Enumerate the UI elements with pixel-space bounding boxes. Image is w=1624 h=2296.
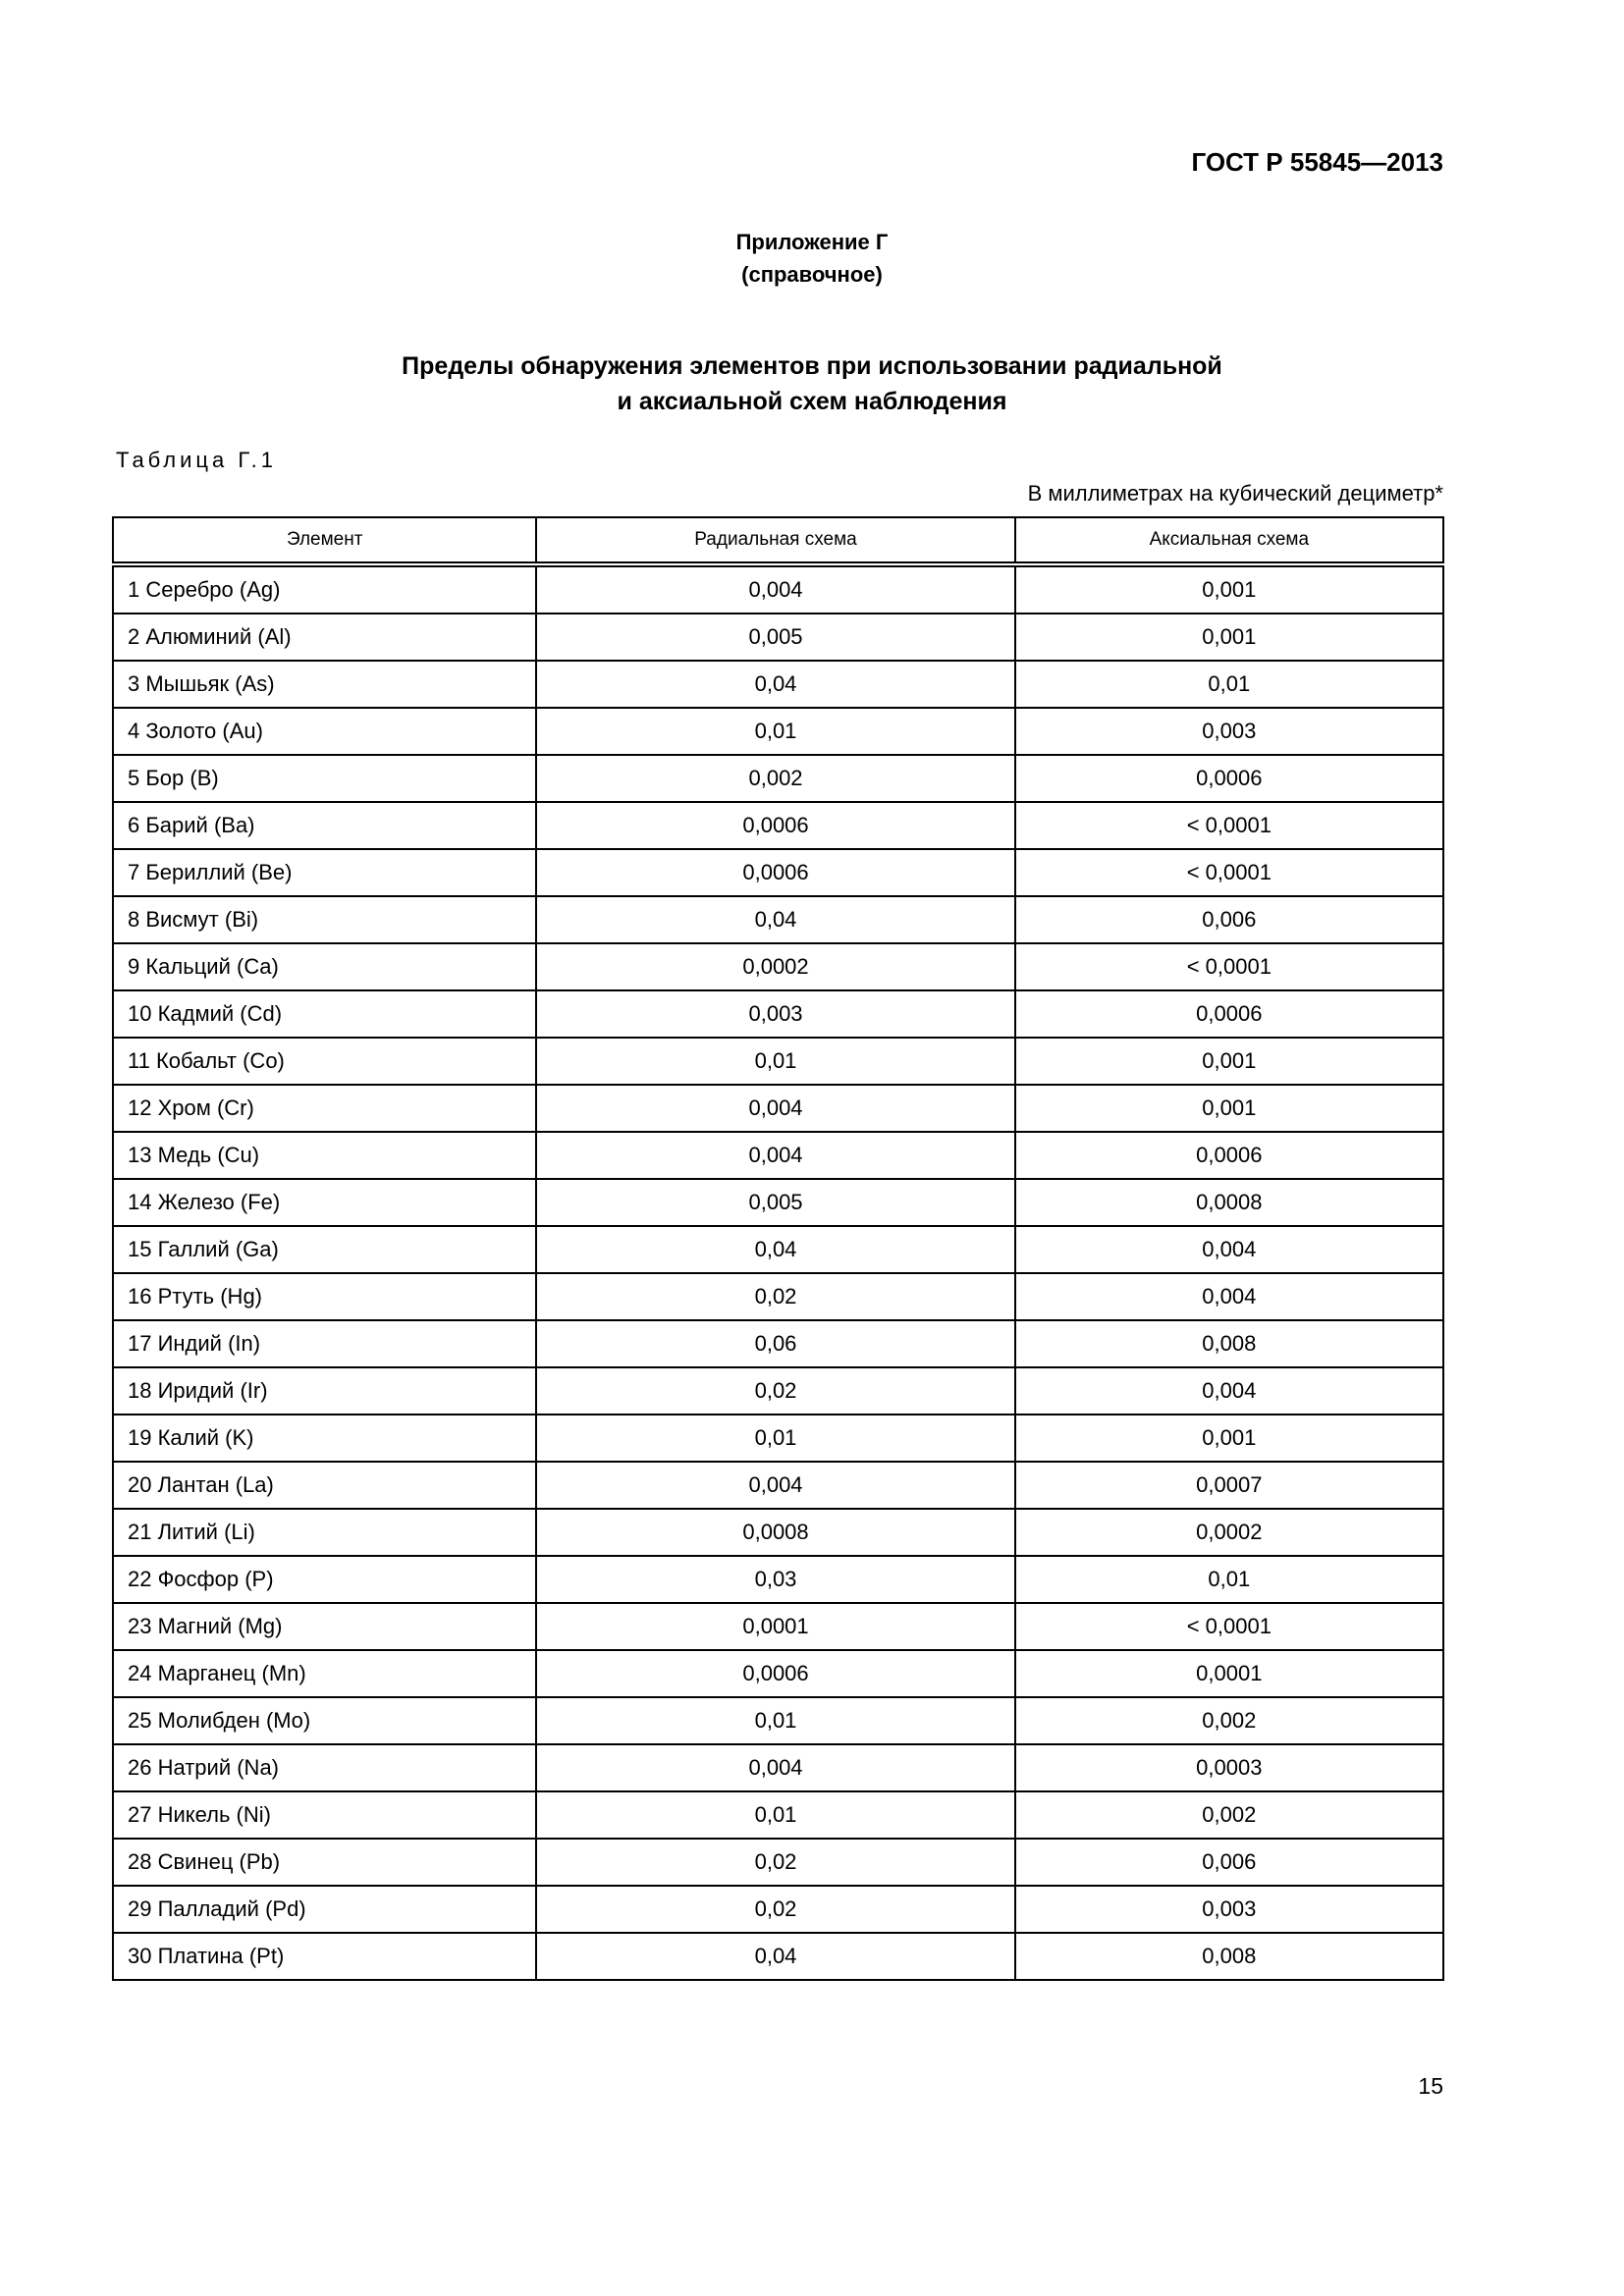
cell-element: 15 Галлий (Ga) xyxy=(113,1226,536,1273)
cell-radial: 0,06 xyxy=(536,1320,1014,1367)
column-header-radial: Радиальная схема xyxy=(536,517,1014,564)
column-header-element: Элемент xyxy=(113,517,536,564)
cell-element: 2 Алюминий (Al) xyxy=(113,614,536,661)
table-row xyxy=(113,849,1443,896)
table-row xyxy=(113,896,1443,943)
cell-radial: 0,0002 xyxy=(536,943,1014,990)
table-row xyxy=(113,1320,1443,1367)
column-header-axial: Аксиальная схема xyxy=(1015,517,1443,564)
table-row xyxy=(113,708,1443,755)
cell-axial: 0,0006 xyxy=(1015,1132,1443,1179)
table-label: Таблица Г.1 xyxy=(116,448,277,472)
cell-radial: 0,01 xyxy=(536,1415,1014,1462)
cell-element: 17 Индий (In) xyxy=(113,1320,536,1367)
cell-element: 22 Фосфор (P) xyxy=(113,1556,536,1603)
cell-element: 7 Бериллий (Be) xyxy=(113,849,536,896)
table-row xyxy=(113,943,1443,990)
table-row xyxy=(113,1933,1443,1980)
cell-element: 27 Никель (Ni) xyxy=(113,1791,536,1839)
cell-radial: 0,002 xyxy=(536,755,1014,802)
cell-radial: 0,02 xyxy=(536,1886,1014,1933)
cell-axial: 0,0008 xyxy=(1015,1179,1443,1226)
cell-axial: 0,006 xyxy=(1015,896,1443,943)
cell-axial: 0,003 xyxy=(1015,708,1443,755)
cell-element: 10 Кадмий (Cd) xyxy=(113,990,536,1038)
cell-radial: 0,005 xyxy=(536,614,1014,661)
cell-axial: 0,004 xyxy=(1015,1367,1443,1415)
cell-radial: 0,0006 xyxy=(536,802,1014,849)
cell-radial: 0,01 xyxy=(536,708,1014,755)
cell-axial: 0,004 xyxy=(1015,1226,1443,1273)
table-row xyxy=(113,1415,1443,1462)
cell-element: 23 Магний (Mg) xyxy=(113,1603,536,1650)
table-row xyxy=(113,1556,1443,1603)
cell-axial: 0,002 xyxy=(1015,1697,1443,1744)
table-row xyxy=(113,755,1443,802)
cell-axial: 0,008 xyxy=(1015,1933,1443,1980)
cell-axial: 0,002 xyxy=(1015,1791,1443,1839)
cell-radial: 0,01 xyxy=(536,1791,1014,1839)
table-units-note: В миллиметрах на кубический дециметр* xyxy=(1027,481,1443,506)
cell-radial: 0,02 xyxy=(536,1273,1014,1320)
cell-element: 1 Серебро (Ag) xyxy=(113,564,536,614)
cell-radial: 0,004 xyxy=(536,1132,1014,1179)
document-code: ГОСТ Р 55845—2013 xyxy=(1191,147,1443,177)
cell-axial: 0,001 xyxy=(1015,1038,1443,1085)
cell-radial: 0,03 xyxy=(536,1556,1014,1603)
cell-element: 30 Платина (Pt) xyxy=(113,1933,536,1980)
cell-axial: 0,001 xyxy=(1015,1415,1443,1462)
cell-radial: 0,0001 xyxy=(536,1603,1014,1650)
cell-axial: 0,001 xyxy=(1015,1085,1443,1132)
cell-radial: 0,003 xyxy=(536,990,1014,1038)
cell-radial: 0,01 xyxy=(536,1697,1014,1744)
table-row xyxy=(113,1462,1443,1509)
cell-element: 16 Ртуть (Hg) xyxy=(113,1273,536,1320)
cell-radial: 0,004 xyxy=(536,1462,1014,1509)
table-row xyxy=(113,1179,1443,1226)
detection-limits-table xyxy=(112,516,1444,1981)
cell-element: 29 Палладий (Pd) xyxy=(113,1886,536,1933)
cell-axial: 0,006 xyxy=(1015,1839,1443,1886)
cell-element: 8 Висмут (Bi) xyxy=(113,896,536,943)
annex-subtitle: (справочное) xyxy=(741,262,883,287)
cell-radial: 0,04 xyxy=(536,1226,1014,1273)
cell-element: 4 Золото (Au) xyxy=(113,708,536,755)
cell-element: 26 Натрий (Na) xyxy=(113,1744,536,1791)
cell-element: 19 Калий (K) xyxy=(113,1415,536,1462)
cell-radial: 0,04 xyxy=(536,896,1014,943)
cell-element: 25 Молибден (Mo) xyxy=(113,1697,536,1744)
table-row xyxy=(113,1367,1443,1415)
cell-axial: 0,0006 xyxy=(1015,990,1443,1038)
cell-element: 20 Лантан (La) xyxy=(113,1462,536,1509)
table-row xyxy=(113,1509,1443,1556)
table-row xyxy=(113,1744,1443,1791)
cell-axial: 0,01 xyxy=(1015,1556,1443,1603)
cell-axial: < 0,0001 xyxy=(1015,1603,1443,1650)
cell-element: 28 Свинец (Pb) xyxy=(113,1839,536,1886)
cell-radial: 0,02 xyxy=(536,1367,1014,1415)
table-row xyxy=(113,1791,1443,1839)
table-header-row xyxy=(113,517,1443,564)
table-row xyxy=(113,1603,1443,1650)
table-row xyxy=(113,1839,1443,1886)
table-row xyxy=(113,564,1443,614)
section-title-line-1: Пределы обнаружения элементов при использовании радиальной xyxy=(402,352,1222,380)
cell-element: 6 Барий (Ba) xyxy=(113,802,536,849)
annex-title: Приложение Г xyxy=(735,230,889,254)
cell-element: 18 Иридий (Ir) xyxy=(113,1367,536,1415)
table-row xyxy=(113,802,1443,849)
table-row xyxy=(113,1085,1443,1132)
cell-axial: 0,0007 xyxy=(1015,1462,1443,1509)
cell-element: 9 Кальций (Ca) xyxy=(113,943,536,990)
cell-element: 12 Хром (Cr) xyxy=(113,1085,536,1132)
cell-axial: 0,001 xyxy=(1015,614,1443,661)
page-number: 15 xyxy=(1418,2073,1443,2099)
cell-axial: < 0,0001 xyxy=(1015,943,1443,990)
section-title xyxy=(0,348,1624,419)
table-row xyxy=(113,1226,1443,1273)
cell-element: 13 Медь (Cu) xyxy=(113,1132,536,1179)
cell-radial: 0,04 xyxy=(536,1933,1014,1980)
cell-element: 5 Бор (B) xyxy=(113,755,536,802)
cell-radial: 0,004 xyxy=(536,564,1014,614)
cell-radial: 0,004 xyxy=(536,1085,1014,1132)
cell-axial: 0,008 xyxy=(1015,1320,1443,1367)
cell-element: 3 Мышьяк (As) xyxy=(113,661,536,708)
table-row xyxy=(113,1038,1443,1085)
cell-radial: 0,004 xyxy=(536,1744,1014,1791)
cell-radial: 0,0006 xyxy=(536,1650,1014,1697)
cell-axial: 0,0002 xyxy=(1015,1509,1443,1556)
cell-axial: < 0,0001 xyxy=(1015,802,1443,849)
cell-radial: 0,0008 xyxy=(536,1509,1014,1556)
table-row xyxy=(113,1650,1443,1697)
table-row xyxy=(113,1273,1443,1320)
cell-axial: 0,01 xyxy=(1015,661,1443,708)
cell-radial: 0,0006 xyxy=(536,849,1014,896)
cell-axial: 0,001 xyxy=(1015,564,1443,614)
annex-heading xyxy=(0,226,1624,291)
cell-axial: 0,0003 xyxy=(1015,1744,1443,1791)
cell-element: 14 Железо (Fe) xyxy=(113,1179,536,1226)
cell-axial: 0,0001 xyxy=(1015,1650,1443,1697)
section-title-line-2: и аксиальной схем наблюдения xyxy=(617,388,1007,415)
cell-radial: 0,005 xyxy=(536,1179,1014,1226)
table-row xyxy=(113,1132,1443,1179)
cell-element: 24 Марганец (Mn) xyxy=(113,1650,536,1697)
cell-radial: 0,04 xyxy=(536,661,1014,708)
cell-radial: 0,01 xyxy=(536,1038,1014,1085)
cell-radial: 0,02 xyxy=(536,1839,1014,1886)
cell-element: 21 Литий (Li) xyxy=(113,1509,536,1556)
cell-axial: 0,0006 xyxy=(1015,755,1443,802)
table-row xyxy=(113,1697,1443,1744)
cell-element: 11 Кобальт (Co) xyxy=(113,1038,536,1085)
table-row xyxy=(113,1886,1443,1933)
cell-axial: 0,003 xyxy=(1015,1886,1443,1933)
table-row xyxy=(113,661,1443,708)
cell-axial: 0,004 xyxy=(1015,1273,1443,1320)
table-row xyxy=(113,990,1443,1038)
cell-axial: < 0,0001 xyxy=(1015,849,1443,896)
table-row xyxy=(113,614,1443,661)
